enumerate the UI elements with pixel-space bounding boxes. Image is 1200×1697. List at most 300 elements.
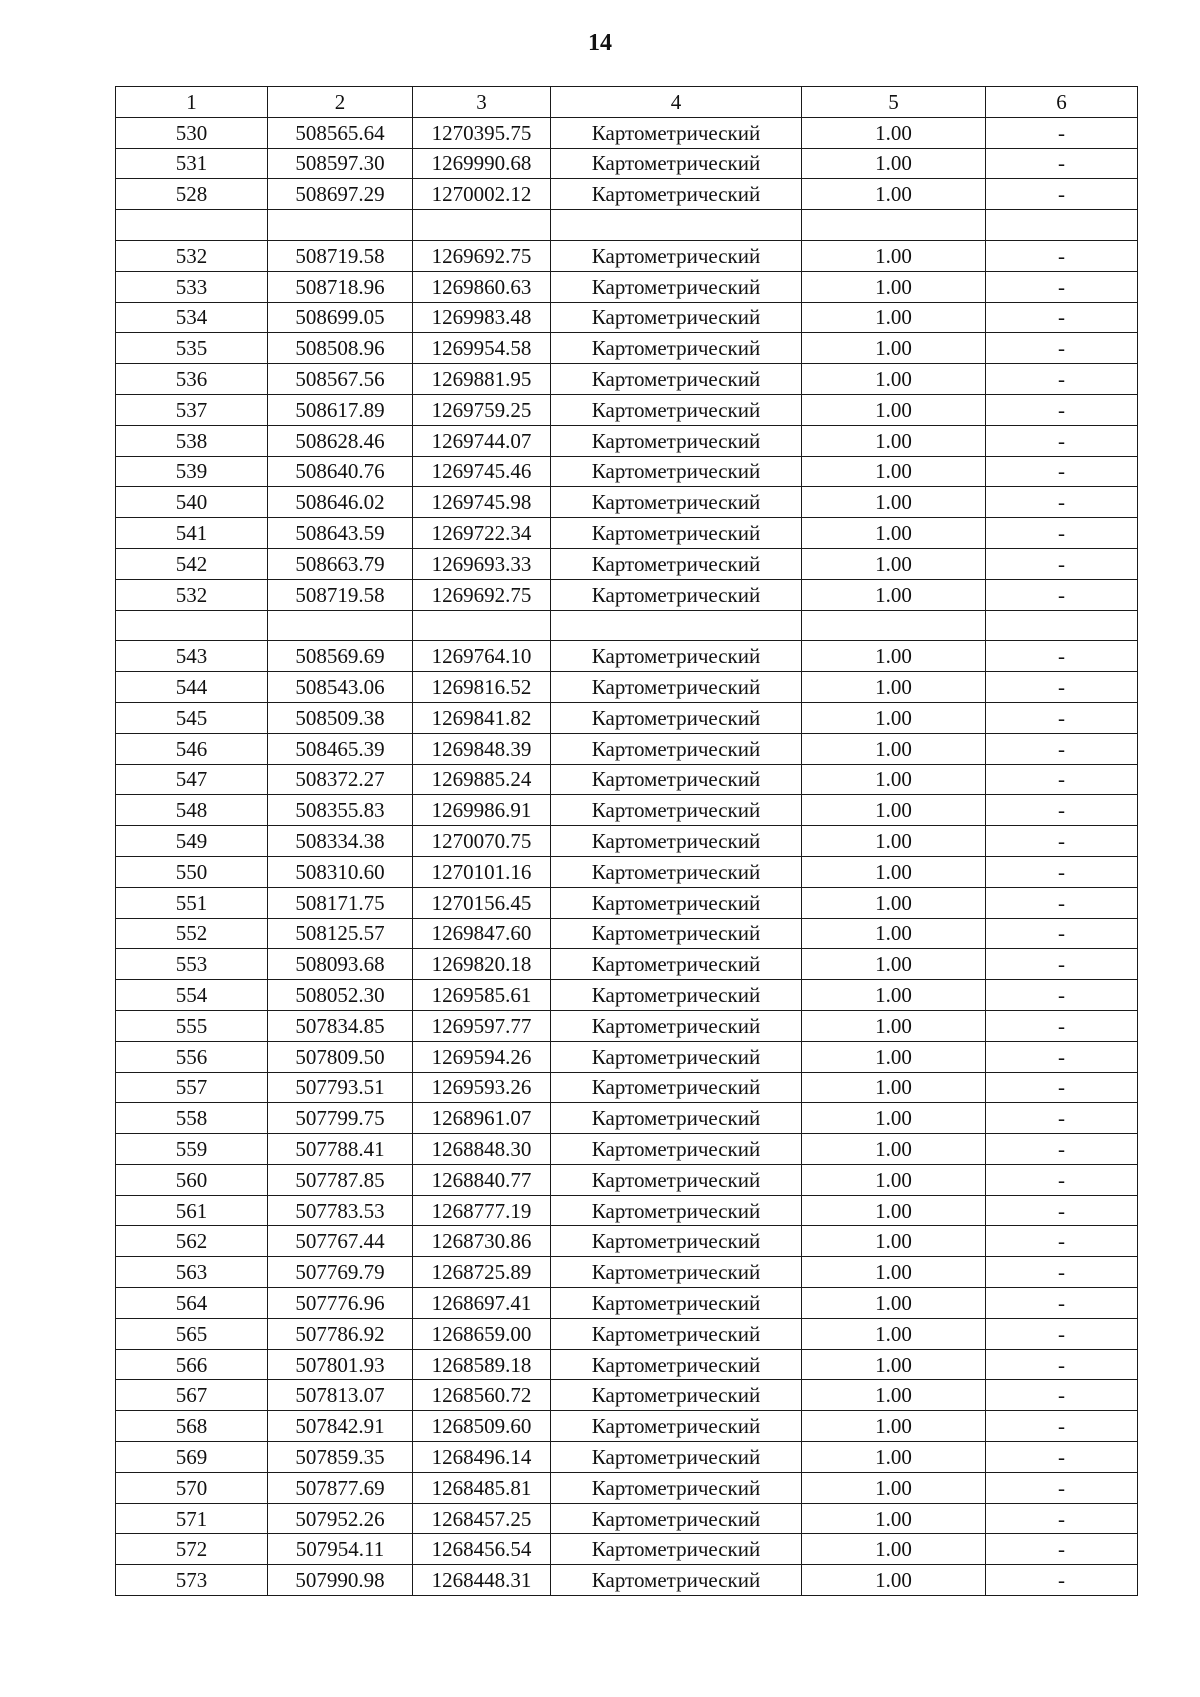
x-coordinate-cell: 507809.50 <box>268 1041 413 1072</box>
x-coordinate-cell: 508567.56 <box>268 364 413 395</box>
table-row <box>116 364 1138 395</box>
x-coordinate-cell: 508663.79 <box>268 548 413 579</box>
accuracy-cell: 1.00 <box>802 764 986 795</box>
table-row <box>116 548 1138 579</box>
y-coordinate-cell: 1269860.63 <box>413 271 551 302</box>
table-row <box>116 795 1138 826</box>
table-row <box>116 1072 1138 1103</box>
method-cell: Картометрический <box>551 980 802 1011</box>
x-coordinate-cell: 508508.96 <box>268 333 413 364</box>
x-coordinate-cell: 508569.69 <box>268 641 413 672</box>
method-cell: Картометрический <box>551 1318 802 1349</box>
accuracy-cell: 1.00 <box>802 518 986 549</box>
y-coordinate-cell: 1269593.26 <box>413 1072 551 1103</box>
y-coordinate-cell: 1268725.89 <box>413 1257 551 1288</box>
x-coordinate-cell: 507769.79 <box>268 1257 413 1288</box>
table-row <box>116 1010 1138 1041</box>
table-row <box>116 240 1138 271</box>
table-row <box>116 148 1138 179</box>
method-cell: Картометрический <box>551 548 802 579</box>
x-coordinate-cell: 508565.64 <box>268 117 413 148</box>
accuracy-cell: 1.00 <box>802 333 986 364</box>
method-cell: Картометрический <box>551 1380 802 1411</box>
point-number-cell: 567 <box>116 1380 268 1411</box>
point-number-cell: 551 <box>116 887 268 918</box>
accuracy-cell: 1.00 <box>802 1442 986 1473</box>
method-cell: Картометрический <box>551 1411 802 1442</box>
accuracy-cell: 1.00 <box>802 394 986 425</box>
note-cell: - <box>986 394 1138 425</box>
accuracy-cell: 1.00 <box>802 1503 986 1534</box>
accuracy-cell: 1.00 <box>802 887 986 918</box>
note-cell: - <box>986 364 1138 395</box>
y-coordinate-cell: 1269722.34 <box>413 518 551 549</box>
point-number-cell: 535 <box>116 333 268 364</box>
point-number-cell: 570 <box>116 1472 268 1503</box>
accuracy-cell: 1.00 <box>802 856 986 887</box>
y-coordinate-cell: 1268961.07 <box>413 1103 551 1134</box>
point-number-cell: 564 <box>116 1288 268 1319</box>
note-cell: - <box>986 1411 1138 1442</box>
method-cell: Картометрический <box>551 795 802 826</box>
method-cell: Картометрический <box>551 826 802 857</box>
method-cell: Картометрический <box>551 887 802 918</box>
method-cell: Картометрический <box>551 425 802 456</box>
point-number-cell: 573 <box>116 1565 268 1596</box>
accuracy-cell: 1.00 <box>802 271 986 302</box>
column-header: 1 <box>116 87 268 118</box>
accuracy-cell: 1.00 <box>802 1010 986 1041</box>
accuracy-cell: 1.00 <box>802 949 986 980</box>
method-cell: Картометрический <box>551 1041 802 1072</box>
point-number-cell: 545 <box>116 702 268 733</box>
note-cell: - <box>986 271 1138 302</box>
x-coordinate-cell: 507813.07 <box>268 1380 413 1411</box>
method-cell: Картометрический <box>551 1195 802 1226</box>
table-row <box>116 1195 1138 1226</box>
point-number-cell: 554 <box>116 980 268 1011</box>
x-coordinate-cell: 507786.92 <box>268 1318 413 1349</box>
y-coordinate-cell: 1270070.75 <box>413 826 551 857</box>
accuracy-cell: 1.00 <box>802 1134 986 1165</box>
x-coordinate-cell: 508543.06 <box>268 672 413 703</box>
table-row <box>116 1041 1138 1072</box>
accuracy-cell: 1.00 <box>802 1288 986 1319</box>
accuracy-cell: 1.00 <box>802 548 986 579</box>
note-cell: - <box>986 1041 1138 1072</box>
point-number-cell: 532 <box>116 240 268 271</box>
table-row <box>116 1380 1138 1411</box>
accuracy-cell: 1.00 <box>802 702 986 733</box>
x-coordinate-cell: 508052.30 <box>268 980 413 1011</box>
point-number-cell: 541 <box>116 518 268 549</box>
accuracy-cell: 1.00 <box>802 456 986 487</box>
accuracy-cell <box>802 210 986 241</box>
method-cell: Картометрический <box>551 1442 802 1473</box>
point-number-cell <box>116 210 268 241</box>
table-row <box>116 1411 1138 1442</box>
method-cell: Картометрический <box>551 733 802 764</box>
y-coordinate-cell: 1269764.10 <box>413 641 551 672</box>
point-number-cell: 547 <box>116 764 268 795</box>
table-row <box>116 856 1138 887</box>
table-row <box>116 1288 1138 1319</box>
method-cell <box>551 610 802 641</box>
y-coordinate-cell: 1269759.25 <box>413 394 551 425</box>
y-coordinate-cell: 1269841.82 <box>413 702 551 733</box>
table-row <box>116 918 1138 949</box>
table-row <box>116 641 1138 672</box>
accuracy-cell: 1.00 <box>802 148 986 179</box>
method-cell: Картометрический <box>551 1226 802 1257</box>
point-number-cell: 534 <box>116 302 268 333</box>
note-cell: - <box>986 1257 1138 1288</box>
accuracy-cell: 1.00 <box>802 672 986 703</box>
accuracy-cell: 1.00 <box>802 179 986 210</box>
y-coordinate-cell: 1268589.18 <box>413 1349 551 1380</box>
column-header: 5 <box>802 87 986 118</box>
note-cell: - <box>986 1318 1138 1349</box>
method-cell: Картометрический <box>551 641 802 672</box>
table-row <box>116 1565 1138 1596</box>
accuracy-cell <box>802 610 986 641</box>
point-number-cell: 552 <box>116 918 268 949</box>
note-cell: - <box>986 641 1138 672</box>
table-row <box>116 887 1138 918</box>
point-number-cell: 562 <box>116 1226 268 1257</box>
note-cell: - <box>986 579 1138 610</box>
table-row <box>116 764 1138 795</box>
method-cell: Картометрический <box>551 518 802 549</box>
accuracy-cell: 1.00 <box>802 240 986 271</box>
y-coordinate-cell: 1268840.77 <box>413 1164 551 1195</box>
page-number: 14 <box>588 30 612 56</box>
y-coordinate-cell: 1269881.95 <box>413 364 551 395</box>
method-cell: Картометрический <box>551 1257 802 1288</box>
note-cell: - <box>986 1072 1138 1103</box>
y-coordinate-cell: 1269983.48 <box>413 302 551 333</box>
x-coordinate-cell: 508699.05 <box>268 302 413 333</box>
x-coordinate-cell: 508617.89 <box>268 394 413 425</box>
y-coordinate-cell: 1269693.33 <box>413 548 551 579</box>
note-cell: - <box>986 949 1138 980</box>
point-number-cell: 542 <box>116 548 268 579</box>
point-number-cell: 569 <box>116 1442 268 1473</box>
y-coordinate-cell: 1269692.75 <box>413 579 551 610</box>
table-body <box>116 117 1138 1595</box>
y-coordinate-cell: 1268659.00 <box>413 1318 551 1349</box>
x-coordinate-cell: 507787.85 <box>268 1164 413 1195</box>
x-coordinate-cell: 507799.75 <box>268 1103 413 1134</box>
x-coordinate-cell: 508093.68 <box>268 949 413 980</box>
table-row <box>116 117 1138 148</box>
note-cell: - <box>986 518 1138 549</box>
accuracy-cell: 1.00 <box>802 1164 986 1195</box>
note-cell: - <box>986 887 1138 918</box>
method-cell: Картометрический <box>551 1534 802 1565</box>
method-cell: Картометрический <box>551 1288 802 1319</box>
note-cell: - <box>986 980 1138 1011</box>
point-number-cell: 568 <box>116 1411 268 1442</box>
y-coordinate-cell: 1270395.75 <box>413 117 551 148</box>
point-number-cell: 531 <box>116 148 268 179</box>
y-coordinate-cell: 1269816.52 <box>413 672 551 703</box>
note-cell: - <box>986 1565 1138 1596</box>
point-number-cell: 536 <box>116 364 268 395</box>
y-coordinate-cell: 1268848.30 <box>413 1134 551 1165</box>
y-coordinate-cell: 1268777.19 <box>413 1195 551 1226</box>
note-cell: - <box>986 702 1138 733</box>
table-row <box>116 487 1138 518</box>
x-coordinate-cell: 508628.46 <box>268 425 413 456</box>
x-coordinate-cell: 508597.30 <box>268 148 413 179</box>
accuracy-cell: 1.00 <box>802 826 986 857</box>
method-cell: Картометрический <box>551 856 802 887</box>
x-coordinate-cell: 508718.96 <box>268 271 413 302</box>
point-number-cell: 560 <box>116 1164 268 1195</box>
note-cell: - <box>986 795 1138 826</box>
x-coordinate-cell: 507788.41 <box>268 1134 413 1165</box>
y-coordinate-cell: 1268456.54 <box>413 1534 551 1565</box>
y-coordinate-cell: 1269692.75 <box>413 240 551 271</box>
y-coordinate-cell: 1269597.77 <box>413 1010 551 1041</box>
x-coordinate-cell <box>268 210 413 241</box>
note-cell: - <box>986 117 1138 148</box>
table-row <box>116 456 1138 487</box>
accuracy-cell: 1.00 <box>802 1380 986 1411</box>
note-cell: - <box>986 918 1138 949</box>
note-cell: - <box>986 302 1138 333</box>
point-number-cell: 550 <box>116 856 268 887</box>
x-coordinate-cell: 507952.26 <box>268 1503 413 1534</box>
x-coordinate-cell: 507776.96 <box>268 1288 413 1319</box>
accuracy-cell: 1.00 <box>802 1534 986 1565</box>
method-cell: Картометрический <box>551 333 802 364</box>
method-cell: Картометрический <box>551 179 802 210</box>
accuracy-cell: 1.00 <box>802 1257 986 1288</box>
y-coordinate-cell: 1268697.41 <box>413 1288 551 1319</box>
method-cell: Картометрический <box>551 302 802 333</box>
table-row <box>116 1318 1138 1349</box>
x-coordinate-cell: 508334.38 <box>268 826 413 857</box>
method-cell: Картометрический <box>551 1010 802 1041</box>
point-number-cell: 528 <box>116 179 268 210</box>
x-coordinate-cell: 508719.58 <box>268 579 413 610</box>
y-coordinate-cell: 1268730.86 <box>413 1226 551 1257</box>
table-row <box>116 1257 1138 1288</box>
x-coordinate-cell: 508310.60 <box>268 856 413 887</box>
method-cell: Картометрический <box>551 1503 802 1534</box>
y-coordinate-cell: 1268457.25 <box>413 1503 551 1534</box>
note-cell: - <box>986 240 1138 271</box>
x-coordinate-cell: 507767.44 <box>268 1226 413 1257</box>
method-cell: Картометрический <box>551 117 802 148</box>
accuracy-cell: 1.00 <box>802 117 986 148</box>
point-number-cell: 555 <box>116 1010 268 1041</box>
table-row <box>116 733 1138 764</box>
y-coordinate-cell: 1268496.14 <box>413 1442 551 1473</box>
y-coordinate-cell: 1269990.68 <box>413 148 551 179</box>
y-coordinate-cell: 1270002.12 <box>413 179 551 210</box>
point-number-cell: 563 <box>116 1257 268 1288</box>
table-row <box>116 702 1138 733</box>
table-row <box>116 1134 1138 1165</box>
x-coordinate-cell: 508355.83 <box>268 795 413 826</box>
method-cell: Картометрический <box>551 148 802 179</box>
method-cell <box>551 210 802 241</box>
note-cell: - <box>986 333 1138 364</box>
y-coordinate-cell: 1268448.31 <box>413 1565 551 1596</box>
y-coordinate-cell: 1269986.91 <box>413 795 551 826</box>
y-coordinate-cell: 1269847.60 <box>413 918 551 949</box>
table-header-row <box>116 87 1138 118</box>
y-coordinate-cell: 1269585.61 <box>413 980 551 1011</box>
method-cell: Картометрический <box>551 1472 802 1503</box>
accuracy-cell: 1.00 <box>802 1318 986 1349</box>
method-cell: Картометрический <box>551 240 802 271</box>
accuracy-cell: 1.00 <box>802 918 986 949</box>
method-cell: Картометрический <box>551 918 802 949</box>
note-cell: - <box>986 1442 1138 1473</box>
point-number-cell: 530 <box>116 117 268 148</box>
y-coordinate-cell <box>413 210 551 241</box>
note-cell: - <box>986 1472 1138 1503</box>
table-row <box>116 579 1138 610</box>
accuracy-cell: 1.00 <box>802 1195 986 1226</box>
table-row <box>116 826 1138 857</box>
method-cell: Картометрический <box>551 456 802 487</box>
note-cell: - <box>986 1349 1138 1380</box>
accuracy-cell: 1.00 <box>802 425 986 456</box>
x-coordinate-cell: 507793.51 <box>268 1072 413 1103</box>
x-coordinate-cell: 507801.93 <box>268 1349 413 1380</box>
x-coordinate-cell: 507783.53 <box>268 1195 413 1226</box>
accuracy-cell: 1.00 <box>802 1226 986 1257</box>
x-coordinate-cell: 508643.59 <box>268 518 413 549</box>
x-coordinate-cell <box>268 610 413 641</box>
accuracy-cell: 1.00 <box>802 1103 986 1134</box>
method-cell: Картометрический <box>551 702 802 733</box>
y-coordinate-cell: 1269744.07 <box>413 425 551 456</box>
accuracy-cell: 1.00 <box>802 1349 986 1380</box>
note-cell: - <box>986 1288 1138 1319</box>
x-coordinate-cell: 507859.35 <box>268 1442 413 1473</box>
x-coordinate-cell: 508125.57 <box>268 918 413 949</box>
method-cell: Картометрический <box>551 394 802 425</box>
x-coordinate-cell: 508697.29 <box>268 179 413 210</box>
accuracy-cell: 1.00 <box>802 1472 986 1503</box>
point-number-cell: 538 <box>116 425 268 456</box>
accuracy-cell: 1.00 <box>802 795 986 826</box>
y-coordinate-cell: 1269745.98 <box>413 487 551 518</box>
note-cell: - <box>986 548 1138 579</box>
method-cell: Картометрический <box>551 487 802 518</box>
accuracy-cell: 1.00 <box>802 641 986 672</box>
column-header: 6 <box>986 87 1138 118</box>
point-number-cell: 532 <box>116 579 268 610</box>
table-row <box>116 302 1138 333</box>
x-coordinate-cell: 508171.75 <box>268 887 413 918</box>
x-coordinate-cell: 508646.02 <box>268 487 413 518</box>
y-coordinate-cell: 1269954.58 <box>413 333 551 364</box>
point-number-cell: 546 <box>116 733 268 764</box>
point-number-cell: 565 <box>116 1318 268 1349</box>
table-row <box>116 1442 1138 1473</box>
table-row <box>116 518 1138 549</box>
accuracy-cell: 1.00 <box>802 487 986 518</box>
table-row <box>116 425 1138 456</box>
note-cell: - <box>986 487 1138 518</box>
method-cell: Картометрический <box>551 764 802 795</box>
y-coordinate-cell: 1269820.18 <box>413 949 551 980</box>
accuracy-cell: 1.00 <box>802 302 986 333</box>
accuracy-cell: 1.00 <box>802 733 986 764</box>
note-cell: - <box>986 1226 1138 1257</box>
note-cell: - <box>986 1380 1138 1411</box>
table-row <box>116 271 1138 302</box>
note-cell: - <box>986 456 1138 487</box>
accuracy-cell: 1.00 <box>802 1072 986 1103</box>
y-coordinate-cell: 1269745.46 <box>413 456 551 487</box>
note-cell <box>986 610 1138 641</box>
accuracy-cell: 1.00 <box>802 364 986 395</box>
method-cell: Картометрический <box>551 1565 802 1596</box>
table-row <box>116 1472 1138 1503</box>
method-cell: Картометрический <box>551 364 802 395</box>
table-row <box>116 1164 1138 1195</box>
x-coordinate-cell: 508372.27 <box>268 764 413 795</box>
note-cell: - <box>986 1195 1138 1226</box>
point-number-cell: 540 <box>116 487 268 518</box>
table-row <box>116 394 1138 425</box>
accuracy-cell: 1.00 <box>802 579 986 610</box>
note-cell: - <box>986 1010 1138 1041</box>
point-number-cell <box>116 610 268 641</box>
point-number-cell: 553 <box>116 949 268 980</box>
x-coordinate-cell: 507842.91 <box>268 1411 413 1442</box>
y-coordinate-cell: 1269848.39 <box>413 733 551 764</box>
table-row <box>116 210 1138 241</box>
note-cell: - <box>986 672 1138 703</box>
point-number-cell: 548 <box>116 795 268 826</box>
table-row <box>116 333 1138 364</box>
table-row <box>116 1226 1138 1257</box>
note-cell: - <box>986 1134 1138 1165</box>
table-row <box>116 1349 1138 1380</box>
y-coordinate-cell: 1268560.72 <box>413 1380 551 1411</box>
y-coordinate-cell: 1269594.26 <box>413 1041 551 1072</box>
coordinates-table <box>115 86 1138 1596</box>
point-number-cell: 566 <box>116 1349 268 1380</box>
note-cell: - <box>986 1534 1138 1565</box>
method-cell: Картометрический <box>551 672 802 703</box>
table-row <box>116 1503 1138 1534</box>
x-coordinate-cell: 508465.39 <box>268 733 413 764</box>
point-number-cell: 561 <box>116 1195 268 1226</box>
x-coordinate-cell: 508640.76 <box>268 456 413 487</box>
accuracy-cell: 1.00 <box>802 1565 986 1596</box>
note-cell: - <box>986 148 1138 179</box>
note-cell: - <box>986 1503 1138 1534</box>
x-coordinate-cell: 508509.38 <box>268 702 413 733</box>
accuracy-cell: 1.00 <box>802 1041 986 1072</box>
point-number-cell: 571 <box>116 1503 268 1534</box>
x-coordinate-cell: 507990.98 <box>268 1565 413 1596</box>
table-row <box>116 1534 1138 1565</box>
point-number-cell: 544 <box>116 672 268 703</box>
note-cell: - <box>986 764 1138 795</box>
note-cell: - <box>986 1164 1138 1195</box>
